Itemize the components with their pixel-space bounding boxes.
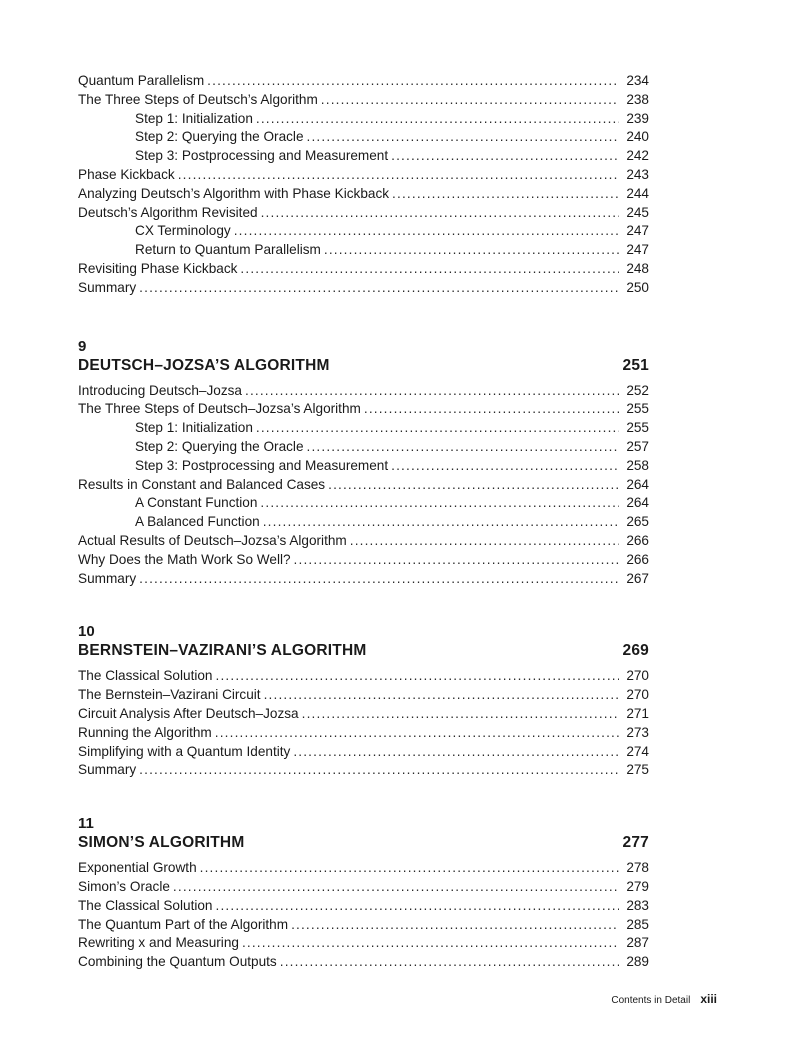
toc-entry xyxy=(78,667,649,686)
entry-title: Combining the Quantum Outputs xyxy=(78,954,277,970)
toc-entry xyxy=(78,166,649,185)
entry-page: 244 xyxy=(626,185,649,201)
entry-title: A Constant Function xyxy=(135,495,258,511)
dot-leader xyxy=(302,705,619,724)
section-spacer xyxy=(78,298,649,338)
toc-entry xyxy=(78,476,649,495)
entry-page: 257 xyxy=(626,438,649,454)
toc-entry xyxy=(78,761,649,780)
entry-title: The Quantum Part of the Algorithm xyxy=(78,916,289,932)
entry-title: Exponential Growth xyxy=(78,860,197,876)
entry-title: CX Terminology xyxy=(135,223,231,239)
toc-entry xyxy=(78,260,649,279)
entry-page: 234 xyxy=(626,73,649,88)
toc-entry xyxy=(78,686,649,705)
entry-page: 247 xyxy=(626,242,649,258)
entry-page: 245 xyxy=(626,204,649,220)
dot-leader xyxy=(364,400,619,419)
entry-title: Summary xyxy=(78,762,137,778)
entry-title: Introducing Deutsch–Jozsa xyxy=(78,382,242,398)
entry-page: 287 xyxy=(626,935,649,951)
entry-page: 266 xyxy=(626,532,649,548)
entry-page: 266 xyxy=(626,551,649,567)
dot-leader xyxy=(240,260,619,279)
entry-page: 267 xyxy=(626,570,649,586)
chapter-title: DEUTSCH–JOZSA’S ALGORITHM xyxy=(78,356,330,374)
dot-leader xyxy=(242,934,619,953)
toc-entry xyxy=(78,185,649,204)
entry-page: 265 xyxy=(626,514,649,530)
toc-entry xyxy=(78,743,649,762)
dot-leader xyxy=(216,667,620,686)
entry-title: Why Does the Math Work So Well? xyxy=(78,551,291,567)
toc-entry xyxy=(78,859,649,878)
dot-leader xyxy=(260,494,619,513)
dot-leader xyxy=(216,897,620,916)
toc-entry xyxy=(78,570,649,589)
entry-title: Phase Kickback xyxy=(78,166,175,182)
entry-title: Step 1: Initialization xyxy=(135,420,253,436)
dot-leader xyxy=(139,570,619,589)
entry-page: 258 xyxy=(626,457,649,473)
chapter-10 xyxy=(78,623,649,780)
toc-entry xyxy=(78,279,649,298)
entry-page: 275 xyxy=(626,762,649,778)
entry-title: Deutsch’s Algorithm Revisited xyxy=(78,204,258,220)
dot-leader xyxy=(350,532,619,551)
entry-title: Step 2: Querying the Oracle xyxy=(135,129,304,145)
entry-title: Results in Constant and Balanced Cases xyxy=(78,476,326,492)
entry-page: 264 xyxy=(626,495,649,511)
dot-leader xyxy=(200,859,619,878)
toc-entry xyxy=(78,934,649,953)
entry-page: 283 xyxy=(626,897,649,913)
entry-page: 279 xyxy=(626,878,649,894)
entry-page: 273 xyxy=(626,724,649,740)
dot-leader xyxy=(391,147,619,166)
toc-subentry xyxy=(78,110,649,129)
entry-page: 264 xyxy=(626,476,649,492)
entry-title: Summary xyxy=(78,570,137,586)
dot-leader xyxy=(139,761,619,780)
dot-leader xyxy=(264,686,619,705)
entry-title: Analyzing Deutsch’s Algorithm with Phase Kickback xyxy=(78,185,390,201)
chapter-number: 9 xyxy=(78,337,87,355)
toc-subentry xyxy=(78,513,649,532)
dot-leader xyxy=(307,128,619,147)
entry-title: Actual Results of Deutsch–Jozsa’s Algorithm xyxy=(78,532,347,548)
dot-leader xyxy=(263,513,619,532)
dot-leader xyxy=(391,457,619,476)
entry-title: The Classical Solution xyxy=(78,668,213,684)
toc-subentry xyxy=(78,222,649,241)
dot-leader xyxy=(321,91,619,110)
toc-subentry xyxy=(78,147,649,166)
toc-entry xyxy=(78,724,649,743)
dot-leader xyxy=(294,551,619,570)
entry-page: 238 xyxy=(626,91,649,107)
toc-entry xyxy=(78,878,649,897)
dot-leader xyxy=(392,185,619,204)
toc-entry xyxy=(78,551,649,570)
entry-page: 271 xyxy=(626,705,649,721)
section-spacer xyxy=(78,780,649,815)
entry-page: 247 xyxy=(626,223,649,239)
entry-title: Circuit Analysis After Deutsch–Jozsa xyxy=(78,705,299,721)
chapter-number: 10 xyxy=(78,623,95,641)
entry-page: 240 xyxy=(626,129,649,145)
entry-title: Quantum Parallelism xyxy=(78,73,205,88)
table-of-contents xyxy=(78,72,649,972)
dot-leader xyxy=(328,476,619,495)
dot-leader xyxy=(245,382,619,401)
section-spacer xyxy=(78,588,649,623)
entry-title: Summary xyxy=(78,279,137,295)
dot-leader xyxy=(261,204,619,223)
chapter-title: SIMON’S ALGORITHM xyxy=(78,834,245,852)
chapter-11 xyxy=(78,815,649,972)
entry-title: The Three Steps of Deutsch–Jozsa’s Algorithm xyxy=(78,401,361,417)
chapter-heading xyxy=(78,833,649,853)
chapter-title: BERNSTEIN–VAZIRANI’S ALGORITHM xyxy=(78,642,367,660)
dot-leader xyxy=(178,166,619,185)
entry-page: 255 xyxy=(626,420,649,436)
chapter-heading xyxy=(78,356,649,376)
entry-title: The Classical Solution xyxy=(78,897,213,913)
dot-leader xyxy=(307,438,619,457)
toc-entry xyxy=(78,91,649,110)
entry-page: 255 xyxy=(626,401,649,417)
toc-entry xyxy=(78,382,649,401)
entry-title: The Three Steps of Deutsch’s Algorithm xyxy=(78,91,318,107)
toc-subentry xyxy=(78,241,649,260)
chapter-number: 11 xyxy=(78,815,94,833)
entry-title: Step 1: Initialization xyxy=(135,110,253,126)
dot-leader xyxy=(207,72,619,91)
dot-leader xyxy=(324,241,619,260)
toc-subentry xyxy=(78,419,649,438)
entry-page: 239 xyxy=(626,110,649,126)
entry-title: The Bernstein–Vazirani Circuit xyxy=(78,687,261,703)
entry-title: Return to Quantum Parallelism xyxy=(135,242,321,258)
page-folio: xiii xyxy=(700,992,717,1006)
dot-leader xyxy=(256,110,619,129)
dot-leader xyxy=(293,743,619,762)
entry-title: A Balanced Function xyxy=(135,514,260,530)
entry-title: Revisiting Phase Kickback xyxy=(78,260,238,276)
entry-page: 285 xyxy=(626,916,649,932)
dot-leader xyxy=(139,279,619,298)
toc-entry xyxy=(78,532,649,551)
toc-entry xyxy=(78,204,649,223)
entry-page: 278 xyxy=(626,860,649,876)
toc-subentry xyxy=(78,457,649,476)
dot-leader xyxy=(280,953,619,972)
toc-entry xyxy=(78,916,649,935)
entry-page: 270 xyxy=(626,687,649,703)
dot-leader xyxy=(215,724,619,743)
page-footer xyxy=(611,992,717,1008)
toc-subentry xyxy=(78,438,649,457)
entry-page: 274 xyxy=(626,743,649,759)
entry-page: 242 xyxy=(626,148,649,164)
entry-page: 250 xyxy=(626,279,649,295)
entry-page: 243 xyxy=(626,166,649,182)
entry-page: 289 xyxy=(626,954,649,970)
toc-entry xyxy=(78,953,649,972)
entry-title: Running the Algorithm xyxy=(78,724,212,740)
entry-title: Step 2: Querying the Oracle xyxy=(135,438,304,454)
toc-subentry xyxy=(78,128,649,147)
dot-leader xyxy=(234,222,619,241)
entry-title: Step 3: Postprocessing and Measurement xyxy=(135,457,389,473)
continued-entries xyxy=(78,72,649,298)
toc-entry xyxy=(78,400,649,419)
dot-leader xyxy=(291,916,619,935)
toc-entry xyxy=(78,72,649,91)
entry-title: Rewriting x and Measuring xyxy=(78,935,239,951)
entry-title: Step 3: Postprocessing and Measurement xyxy=(135,148,389,164)
toc-entry xyxy=(78,705,649,724)
chapter-9 xyxy=(78,338,649,589)
running-head: Contents in Detail xyxy=(611,995,691,1006)
chapter-page: 277 xyxy=(622,834,649,852)
entry-page: 248 xyxy=(626,260,649,276)
toc-subentry xyxy=(78,494,649,513)
entry-page: 252 xyxy=(626,382,649,398)
entry-title: Simon’s Oracle xyxy=(78,878,170,894)
chapter-heading xyxy=(78,641,649,661)
entry-page: 270 xyxy=(626,668,649,684)
dot-leader xyxy=(256,419,619,438)
toc-entry xyxy=(78,897,649,916)
chapter-page: 269 xyxy=(622,642,649,660)
chapter-page: 251 xyxy=(622,356,649,374)
dot-leader xyxy=(173,878,619,897)
entry-title: Simplifying with a Quantum Identity xyxy=(78,743,291,759)
